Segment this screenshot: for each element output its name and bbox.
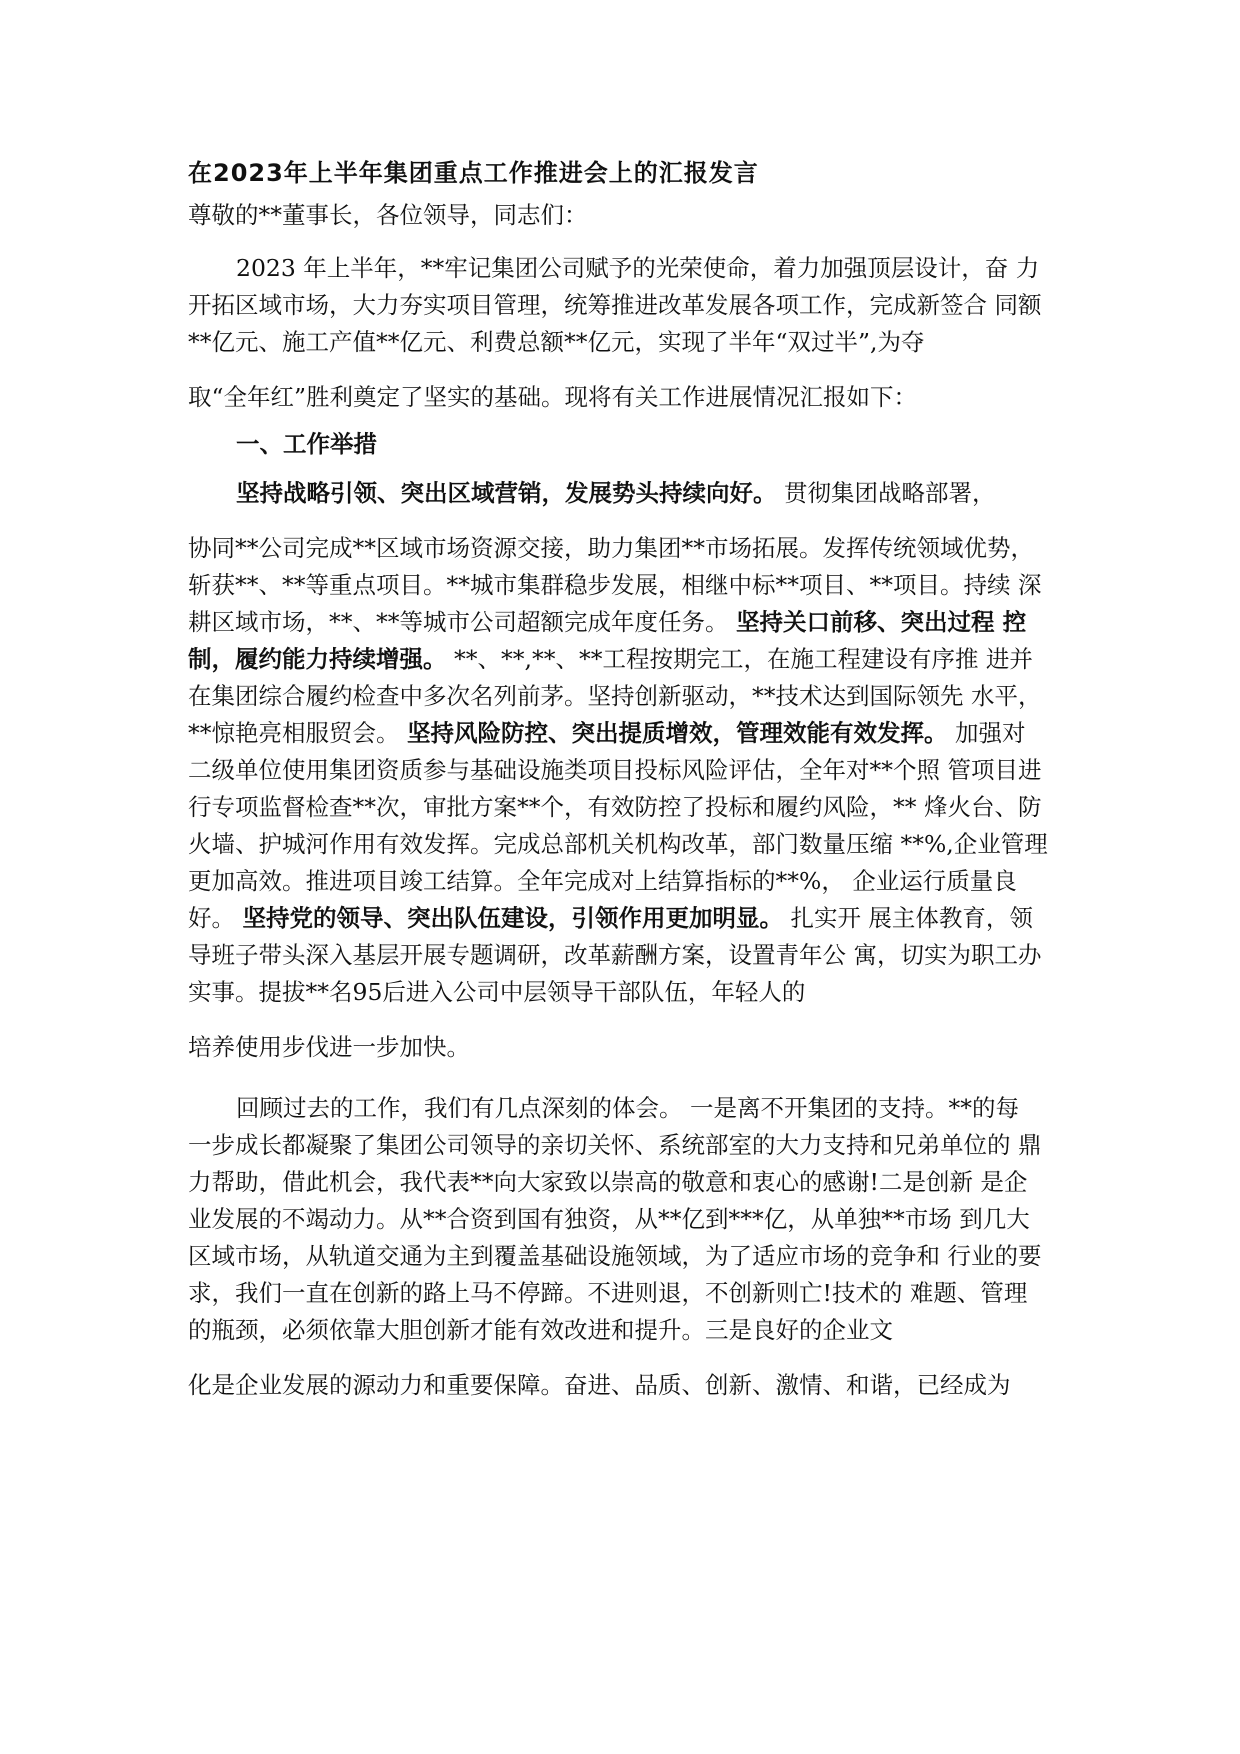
measures-continuation: 培养使用步伐进一步加快。: [188, 1033, 470, 1061]
document-page: [188, 155, 1048, 1404]
review-continuation: 化是企业发展的源动力和重要保障。奋进、品质、创新、激情、和谐，已经成为: [188, 1371, 1011, 1399]
intro-paragraph: 2023 年上半年，**牢记集团公司赋予的光荣使命，着力加强顶层设计，奋 力开拓区域市场，大力夯实项目管理，统筹推进改革发展各项工作，完成新签合 同额**亿元、施工产值**亿元、利费总额**亿元，实现了半年“双过半”,为夺: [188, 254, 1042, 356]
section-heading-measures: 一、工作举措: [236, 430, 377, 458]
measures-paragraph: [188, 530, 1048, 1011]
document-title: 在2023年上半年集团重点工作推进会上的汇报发言: [188, 159, 759, 187]
review-paragraph: 回顾过去的工作，我们有几点深刻的体会。 一是离不开集团的支持。**的每 一步成长都凝聚了集团公司领导的亲切关怀、系统部室的大力支持和兄弟单位的 鼎力帮助，借此机会，我代表**向大家致以崇高的敬意和衷心的感谢!二是创新 是企业发展的不竭动力。从**合资到国有独资，从**亿到***亿，从单独**市场 到几大区域市场，从轨道交通为主到覆盖基础设施领域，为了适应市场的竞争和 行业的要求，我们一直在创新的路上马不停蹄。不进则退，不创新则亡!技术的 难题、管理的瓶颈，必须依靠大胆创新才能有效改进和提升。三是良好的企业文: [188, 1094, 1042, 1344]
measure-control-heading: 坚持关口前移、突出过程 控制，履约能力持续增强。: [188, 608, 1027, 673]
measure-strategy-heading: 坚持战略引领、突出区域营销，发展势头持续向好。: [236, 479, 777, 507]
measure-risk-text: 加强对二级单位使用集团资质参与基础设施类项目投标风险评估，全年对**个照 管项目进行专项监督检查**次，审批方案**个，有效防控了投标和履约风险，** 烽火台、防火墙、护城河作用有效发挥。完成总部机关机构改革，部门数量压缩 **%,企业管理更加高效。推进项目竣工结算。全年完成对上结算指标的**%， 企业运行质量良好。: [188, 719, 1048, 932]
salutation: 尊敬的**董事长，各位领导，同志们：: [188, 201, 588, 229]
measure-party-text: 扎实开 展主体教育，领导班子带头深入基层开展专题调研，改革薪酬方案，设置青年公 寓，切实为职工办实事。提拔**名95后进入公司中层领导干部队伍，年轻人的: [188, 904, 1042, 1006]
measure-control-text: **、**,**、**工程按期完工，在施工程建设有序推 进并在集团综合履约检查中多次名列前茅。坚持创新驱动，**技术达到国际领先 水平，**惊艳亮相服贸会。: [188, 645, 1042, 747]
measure-strategy-text: 协同**公司完成**区域市场资源交接，助力集团**市场拓展。发挥传统领域优势， 斩获**、**等重点项目。**城市集群稳步发展，相继中标**项目、**项目。持续 深耕区域市场，**、**等城市公司超额完成年度任务。: [188, 534, 1042, 636]
measure-risk-heading: 坚持风险防控、突出提质增效，管理效能有效发挥。: [406, 719, 948, 747]
measure-strategy-lead-text: 贯彻集团战略部署，: [776, 479, 996, 507]
intro-continuation: 取“全年红”胜利奠定了坚实的基础。现将有关工作进展情况汇报如下：: [188, 383, 918, 411]
measures-lead-paragraph: [188, 475, 1048, 512]
measure-party-heading: 坚持党的领导、突出队伍建设，引领作用更加明显。: [242, 904, 783, 932]
